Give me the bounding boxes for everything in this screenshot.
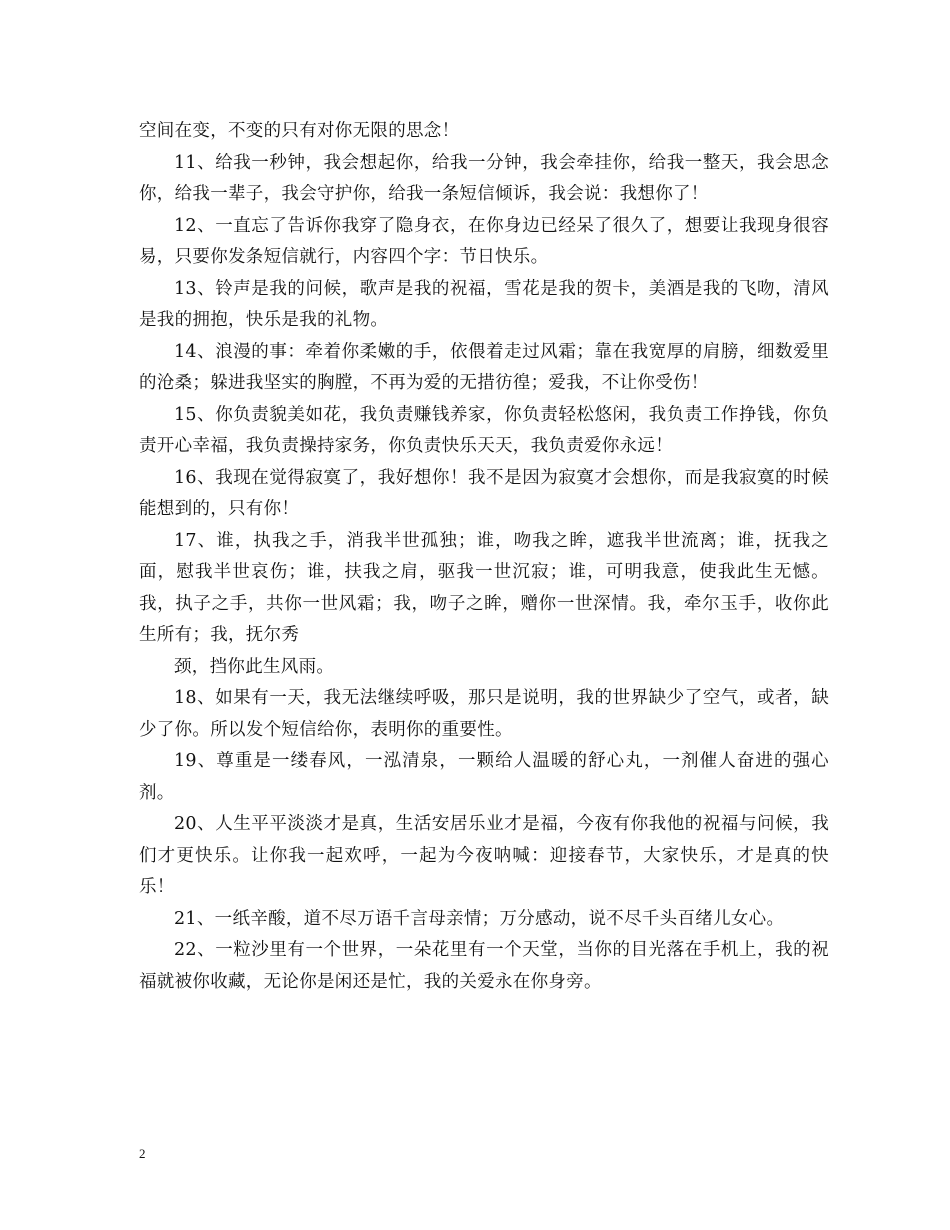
paragraph-11: 11、给我一秒钟，我会想起你，给我一分钟，我会牵挂你，给我一整天，我会思念你，给我一辈子，我会守护你，给我一条短信倾诉，我会说：我想你了！: [139, 152, 829, 204]
paragraph-14: 14、浪漫的事：牵着你柔嫩的手，依偎着走过风霜；靠在我宽厚的肩膀，细数爱里的沧桑；躲进我坚实的胸膛，不再为爱的无措彷徨；爱我，不让你受伤！: [139, 341, 829, 393]
page-number: 2: [139, 1146, 146, 1161]
document-body: [139, 116, 829, 998]
paragraph-19: 19、尊重是一缕春风，一泓清泉，一颗给人温暖的舒心丸，一剂催人奋进的强心剂。: [139, 751, 829, 803]
paragraph-13: 13、铃声是我的问候，歌声是我的祝福，雪花是我的贺卡，美酒是我的飞吻，清风是我的拥抱，快乐是我的礼物。: [139, 278, 829, 330]
paragraph-17-continuation: 颈，挡你此生风雨。: [174, 656, 335, 677]
paragraph-16: 16、我现在觉得寂寞了，我好想你！我不是因为寂寞才会想你，而是我寂寞的时候能想到的，只有你！: [139, 467, 829, 519]
paragraph-20: 20、人生平平淡淡才是真，生活安居乐业才是福，今夜有你我他的祝福与问候，我们才更快乐。让你我一起欢呼，一起为今夜呐喊：迎接春节，大家快乐，才是真的快乐！: [139, 814, 829, 897]
paragraph-17: 17、谁，执我之手，消我半世孤独；谁，吻我之眸，遮我半世流离；谁，抚我之面，慰我半世哀伤；谁，扶我之肩，驱我一世沉寂；谁，可明我意，使我此生无憾。我，执子之手，共你一世风霜；我，吻子之眸，赠你一世深情。我，牵尔玉手，收你此生所有；我，抚尔秀: [139, 530, 829, 645]
paragraph-21: 21、一纸辛酸，道不尽万语千言母亲情；万分感动，说不尽千头百绪儿女心。: [174, 908, 785, 929]
paragraph-15: 15、你负责貌美如花，我负责赚钱养家，你负责轻松悠闲，我负责工作挣钱，你负责开心幸福，我负责操持家务，你负责快乐天天，我负责爱你永远！: [139, 404, 829, 456]
paragraph-18: 18、如果有一天，我无法继续呼吸，那只是说明，我的世界缺少了空气，或者，缺少了你。所以发个短信给你，表明你的重要性。: [139, 688, 829, 740]
paragraph-12: 12、一直忘了告诉你我穿了隐身衣，在你身边已经呆了很久了，想要让我现身很容易，只要你发条短信就行，内容四个字：节日快乐。: [139, 215, 829, 267]
paragraph-22: 22、一粒沙里有一个世界，一朵花里有一个天堂，当你的目光落在手机上，我的祝福就被你收藏，无论你是闲还是忙，我的关爱永在你身旁。: [139, 940, 829, 992]
paragraph-continuation: 空间在变，不变的只有对你无限的思念！: [139, 121, 460, 141]
